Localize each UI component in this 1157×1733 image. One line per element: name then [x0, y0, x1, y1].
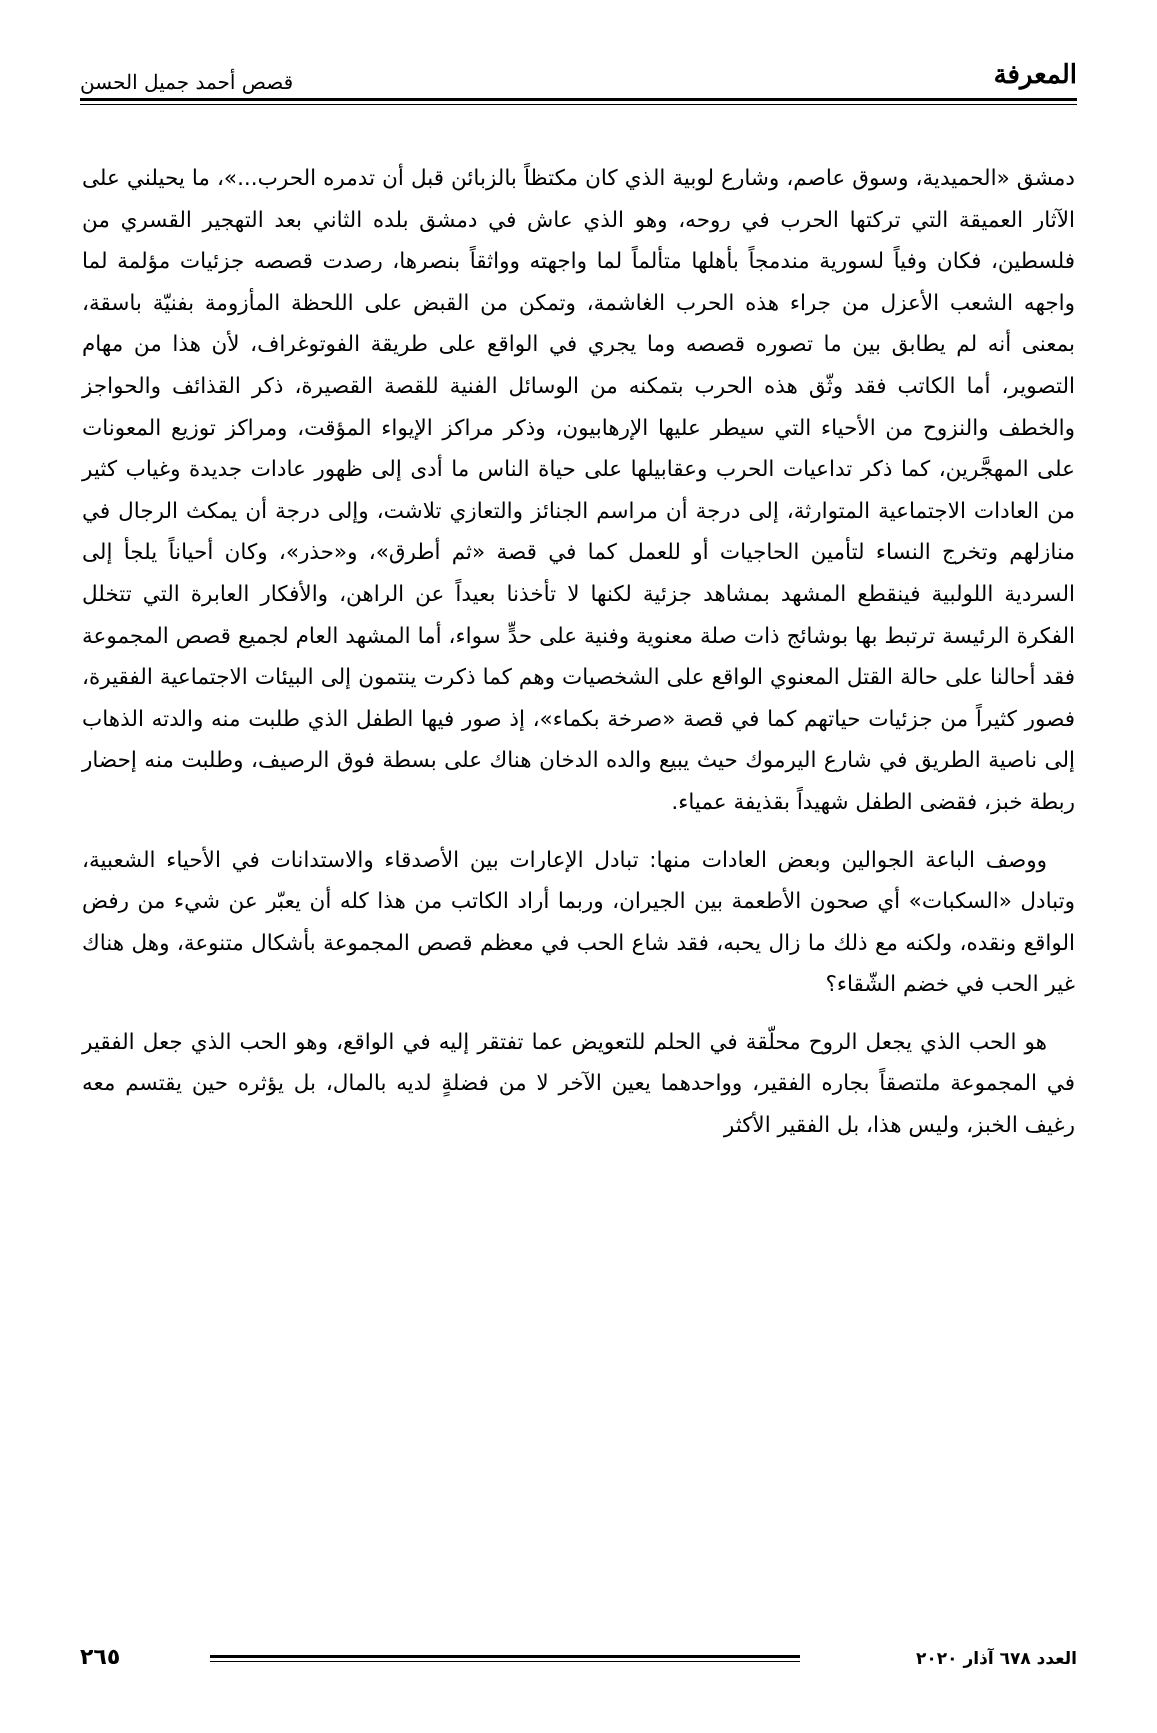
paragraph-1: دمشق «الحميدية، وسوق عاصم، وشارع لوبية الذي كان مكتظاً بالزبائن قبل أن تدمره الحرب...»، ما يحيلني على الآثار العميقة التي تركتها الحرب في روحه، وهو الذي عاش في دمشق بلده الثاني بعد التهجير القسري من فلسطين، فكان وفياً لسورية مندمجاً بأهلها متألماً لما واجهته وواثقاً بنصرها، رصدت قصصه جزئيات مؤلمة لما واجهه الشعب الأعزل من جراء هذه الحرب الغاشمة، وتمكن من القبض على اللحظة المأزومة بفنيّة باسقة، بمعنى أنه لم يطابق بين ما تصوره قصصه وما يجري في الواقع على طريقة الفوتوغراف، لأن هذا من مهام التصوير، أما الكاتب فقد وثّق هذه الحرب بتمكنه من الوسائل الفنية للقصة القصيرة، ذكر القذائف والحواجز والخطف والنزوح من الأحياء التي سيطر عليها الإرهابيون، وذكر مراكز الإيواء المؤقت، ومراكز توزيع المعونات على المهجَّرين، كما ذكر تداعيات الحرب وعقابيلها على حياة الناس ما أدى إلى ظهور عادات جديدة وغياب كثير من العادات الاجتماعية المتوارثة، إلى درجة أن مراسم الجنائز والتعازي تلاشت، وإلى درجة أن يمكث الرجال في منازلهم وتخرج النساء لتأمين الحاجيات أو للعمل كما في قصة «ثم أطرق»، و«حذر»، وكان أحياناً يلجأ إلى السردية اللولبية فينقطع المشهد بمشاهد جزئية لكنها لا تأخذنا بعيداً عن الراهن، والأفكار العابرة التي تتخلل الفكرة الرئيسة ترتبط بها بوشائج ذات صلة معنوية وفنية على حدٍّ سواء، أما المشهد العام لجميع قصص المجموعة فقد أحالنا على حالة القتل المعنوي الواقع على الشخصيات وهم كما ذكرت ينتمون إلى البيئات الاجتماعية الفقيرة، فصور كثيراً من جزئيات حياتهم كما في قصة «صرخة بكماء»، إذ صور فيها الطفل الذي طلبت منه والدته الذهاب إلى ناصية الطريق في شارع اليرموك حيث يبيع والده الدخان هناك على بسطة فوق الرصيف، وطلبت منه إحضار ربطة خبز، فقضى الطفل شهيداً بقذيفة عمياء. — [82, 166, 1075, 815]
article-body — [82, 158, 1075, 1163]
paragraph-2: ووصف الباعة الجوالين وبعض العادات منها: تبادل الإعارات بين الأصدقاء والاستدانات في الأحياء الشعبية، وتبادل «السكبات» أي صحون الأطعمة بين الجيران، وربما أراد الكاتب من هذا كله أن يعبّر عن شيء من رفض الواقع ونقده، ولكنه مع ذلك ما زال يحبه، فقد شاع الحب في معظم قصص المجموعة بأشكال متنوعة، وهل هناك غير الحب في خضم الشّقاء؟ — [82, 847, 1075, 998]
page-header — [80, 50, 1077, 98]
page-footer — [80, 1645, 1077, 1685]
running-title: قصص أحمد جميل الحسن — [80, 70, 294, 94]
paragraph-3: هو الحب الذي يجعل الروح محلّقة في الحلم للتعويض عما تفتقر إليه في الواقع، وهو الحب الذي جعل الفقير في المجموعة ملتصقاً بجاره الفقير، وواحدهما يعين الآخر لا من فضلةٍ لديه بالمال، بل يؤثره حين يقتسم معه رغيف الخبز، وليس هذا، بل الفقير الأكثر — [82, 1029, 1075, 1139]
magazine-logo: المعرفة — [993, 60, 1077, 90]
issue-info: العدد ٦٧٨ آذار ٢٠٢٠ — [916, 1649, 1077, 1669]
header-rule-thin — [80, 104, 1077, 105]
header-rule-thick — [80, 98, 1077, 101]
page-number: ٢٦٥ — [80, 1645, 121, 1670]
